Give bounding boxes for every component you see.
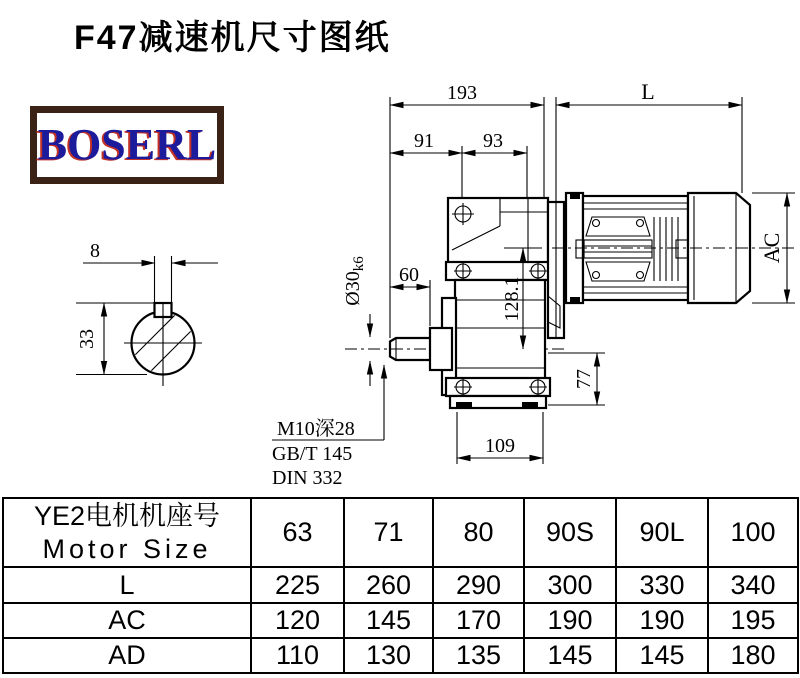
value-cell: 145 (616, 638, 708, 673)
header-en: Motor Size (42, 533, 212, 564)
header-cn: YE2电机机座号 (33, 501, 221, 532)
row-label: AC (3, 603, 251, 638)
shaft-tolerance-text: k6 (351, 256, 367, 272)
size-cell: 90S (524, 498, 616, 567)
value-cell: 340 (708, 567, 798, 603)
shaft-diameter-dimension (342, 256, 370, 386)
value-cell: 225 (251, 567, 344, 603)
dim-109-label: 109 (485, 435, 515, 457)
gearbox-housing (430, 198, 564, 408)
dim-L-label: L (641, 79, 655, 104)
dim-8-label: 8 (90, 240, 100, 262)
shaft-diameter-label (342, 256, 367, 306)
din-standard-label: DIN 332 (272, 467, 343, 489)
shaft-section-detail (94, 274, 232, 412)
row-label: L (3, 567, 251, 603)
value-cell: 180 (708, 638, 798, 673)
thread-note-label: M10深28 (277, 418, 355, 440)
size-cell: 100 (708, 498, 798, 567)
dim-60-label: 60 (399, 264, 419, 286)
brand-logo (30, 106, 224, 184)
value-cell: 260 (344, 567, 433, 603)
shaft-dia-text: Ø30 (342, 271, 364, 306)
dim-AC-label: AC (759, 232, 784, 264)
value-cell: 145 (524, 638, 616, 673)
table-row-L (3, 567, 798, 603)
dim-33-label: 33 (76, 329, 98, 349)
value-cell: 190 (524, 603, 616, 638)
value-cell: 330 (616, 567, 708, 603)
thread-note (272, 365, 384, 489)
value-cell: 300 (524, 567, 616, 603)
size-cell: 71 (344, 498, 433, 567)
dim-193-label: 193 (447, 82, 477, 104)
table-header-row (3, 498, 798, 567)
table-row-AC (3, 603, 798, 638)
header-motor-size-cell (3, 498, 251, 567)
size-cell: 63 (251, 498, 344, 567)
size-cell: 80 (433, 498, 524, 567)
dim-128-label: 128.1 (501, 276, 523, 322)
brand-logo-text: BOSERL (37, 120, 217, 169)
value-cell: 170 (433, 603, 524, 638)
table-row-AD (3, 638, 798, 673)
value-cell: 290 (433, 567, 524, 603)
dim-109 (457, 412, 543, 464)
dim-93-label: 93 (483, 130, 503, 152)
value-cell: 195 (708, 603, 798, 638)
value-cell: 145 (344, 603, 433, 638)
gbt-standard-label: GB/T 145 (272, 443, 353, 465)
dim-77 (548, 353, 605, 405)
dim-91-label: 91 (414, 130, 434, 152)
value-cell: 130 (344, 638, 433, 673)
dim-60 (390, 264, 430, 326)
value-cell: 120 (251, 603, 344, 638)
row-label: AD (3, 638, 251, 673)
dim-77-label: 77 (573, 369, 595, 389)
value-cell: 190 (616, 603, 708, 638)
value-cell: 110 (251, 638, 344, 673)
size-cell: 90L (616, 498, 708, 567)
page-title: F47减速机尺寸图纸 (74, 19, 391, 57)
value-cell: 135 (433, 638, 524, 673)
motor-size-table (2, 497, 799, 674)
keyway-width-dimension (83, 240, 218, 303)
